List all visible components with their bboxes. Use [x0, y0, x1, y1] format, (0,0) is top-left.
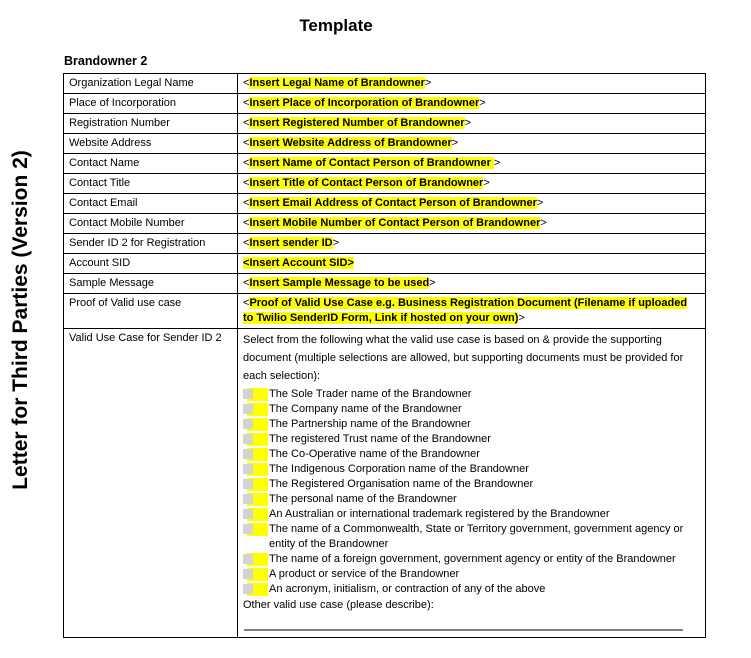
angle-bracket: < [243, 217, 250, 229]
checkbox-square [243, 449, 253, 459]
checkbox-icon[interactable] [243, 462, 269, 476]
checklist-item [243, 582, 700, 597]
angle-bracket: < [243, 197, 250, 209]
section-heading: Brandowner 2 [64, 54, 148, 68]
angle-bracket: > [332, 237, 340, 249]
table-row [64, 214, 706, 234]
checkbox-icon[interactable] [243, 387, 269, 401]
field-value [238, 154, 706, 174]
highlighted-placeholder: Proof of Valid Use Case e.g. Business Registration Document (Filename if uploaded to Twilio SenderID Form, Link if hosted on your own) [243, 297, 688, 324]
angle-bracket: < [243, 137, 250, 149]
field-label: Proof of Valid use case [64, 294, 238, 329]
checklist-item [243, 432, 700, 447]
field-label: Sample Message [64, 274, 238, 294]
checkbox-icon[interactable] [243, 552, 269, 566]
table-row [64, 174, 706, 194]
checklist-item-label: The name of a Commonwealth, State or Territory government, government agency or entity of the Brandowner [269, 523, 684, 550]
checklist-item-label: The personal name of the Brandowner [269, 493, 457, 505]
highlighted-placeholder: Insert Email Address of Contact Person of Brandowner [249, 197, 537, 209]
table-row-valid-use-case [64, 329, 706, 638]
checklist-item-label: The Company name of the Brandowner [269, 403, 462, 415]
checklist-item-label: An acronym, initialism, or contraction of any of the above [269, 583, 546, 595]
checklist-item-label: The registered Trust name of the Brandowner [269, 433, 491, 445]
angle-bracket: > [451, 137, 459, 149]
checkbox-icon[interactable] [243, 402, 269, 416]
field-label: Place of Incorporation [64, 94, 238, 114]
checkbox-icon[interactable] [243, 432, 269, 446]
field-label: Contact Title [64, 174, 238, 194]
angle-bracket: < [243, 257, 250, 269]
table-row [64, 114, 706, 134]
checklist-item [243, 522, 700, 552]
table-row [64, 194, 706, 214]
checklist-item [243, 507, 700, 522]
field-label: Organization Legal Name [64, 74, 238, 94]
document-side-label: Letter for Third Parties (Version 2) [9, 150, 32, 490]
table-row [64, 234, 706, 254]
table-row [64, 94, 706, 114]
angle-bracket: > [429, 277, 436, 289]
angle-bracket: < [243, 117, 250, 129]
checkbox-square [243, 404, 253, 414]
angle-bracket: > [493, 157, 501, 169]
field-value [238, 94, 706, 114]
angle-bracket: < [243, 277, 250, 289]
angle-bracket: > [518, 312, 525, 324]
angle-bracket: > [479, 97, 486, 109]
table-row [64, 134, 706, 154]
checklist-item-label: The Indigenous Corporation name of the Brandowner [269, 463, 529, 475]
angle-bracket: < [243, 177, 250, 189]
checklist-item-label: The name of a foreign government, government agency or entity of the Brandowner [269, 553, 676, 565]
field-value [238, 294, 706, 329]
checklist-item-label: The Co-Operative name of the Brandowner [269, 448, 480, 460]
checklist-item [243, 417, 700, 432]
field-label: Sender ID 2 for Registration [64, 234, 238, 254]
field-label: Account SID [64, 254, 238, 274]
checklist-item-label: A product or service of the Brandowner [269, 568, 460, 580]
checklist-item-label: The Registered Organisation name of the Brandowner [269, 478, 534, 490]
checkbox-square [243, 464, 253, 474]
checklist-item-label: The Partnership name of the Brandowner [269, 418, 471, 430]
field-label: Contact Email [64, 194, 238, 214]
checklist-item [243, 402, 700, 417]
checkbox-square [243, 584, 253, 594]
checkbox-square [243, 479, 253, 489]
checklist-item-label: The Sole Trader name of the Brandowner [269, 388, 472, 400]
field-label: Contact Name [64, 154, 238, 174]
highlighted-placeholder: Insert sender ID [249, 237, 333, 249]
angle-bracket: > [540, 217, 547, 229]
checklist-item [243, 492, 700, 507]
highlighted-placeholder: Insert Registered Number of Brandowner [249, 117, 465, 129]
highlighted-placeholder: Insert Title of Contact Person of Brandowner [249, 177, 484, 189]
checkbox-square [243, 419, 253, 429]
field-value [238, 174, 706, 194]
table-row [64, 294, 706, 329]
highlighted-placeholder: Insert Place of Incorporation of Brandowner [249, 97, 480, 109]
checkbox-square [243, 524, 253, 534]
field-value [238, 114, 706, 134]
checklist-item [243, 567, 700, 582]
field-value [238, 214, 706, 234]
fill-in-line[interactable] [244, 629, 683, 631]
checklist-item [243, 462, 700, 477]
table-row [64, 74, 706, 94]
table-row [64, 254, 706, 274]
angle-bracket: < [243, 297, 250, 309]
field-value [238, 234, 706, 254]
highlighted-placeholder: Insert Mobile Number of Contact Person of Brandowner [249, 217, 541, 229]
checkbox-square [243, 569, 253, 579]
valid-use-case-checklist [243, 387, 700, 597]
checklist-item [243, 477, 700, 492]
field-value [238, 74, 706, 94]
field-label: Valid Use Case for Sender ID 2 [64, 329, 238, 638]
checklist-item-label: An Australian or international trademark registered by the Brandowner [269, 508, 610, 520]
checklist-item [243, 447, 700, 462]
checkbox-icon[interactable] [243, 477, 269, 491]
field-value [238, 134, 706, 154]
angle-bracket: < [243, 97, 250, 109]
checkbox-square [243, 434, 253, 444]
highlighted-placeholder: Insert Account SID [249, 257, 348, 269]
angle-bracket: > [424, 77, 432, 89]
checkbox-icon[interactable] [243, 447, 269, 461]
angle-bracket: > [464, 117, 472, 129]
valid-use-case-cell [238, 329, 706, 638]
field-label: Registration Number [64, 114, 238, 134]
checkbox-icon[interactable] [243, 492, 269, 506]
highlighted-placeholder: Insert Name of Contact Person of Brandowner [249, 157, 494, 169]
checkbox-square [243, 554, 253, 564]
checklist-item [243, 387, 700, 402]
brandowner-table [63, 73, 706, 638]
checkbox-icon[interactable] [243, 507, 269, 521]
field-value [238, 194, 706, 214]
checkbox-icon[interactable] [243, 417, 269, 431]
angle-bracket: > [483, 177, 490, 189]
checkbox-icon[interactable] [243, 567, 269, 581]
highlighted-placeholder: Insert Legal Name of Brandowner [249, 77, 425, 89]
other-use-case-label: Other valid use case (please describe): [243, 599, 434, 611]
table-row [64, 274, 706, 294]
checkbox-icon[interactable] [243, 582, 269, 596]
field-value [238, 254, 706, 274]
angle-bracket: < [243, 77, 250, 89]
checkbox-icon[interactable] [243, 522, 269, 536]
field-value [238, 274, 706, 294]
checkbox-square [243, 389, 253, 399]
angle-bracket: < [243, 237, 250, 249]
highlighted-placeholder: Insert Website Address of Brandowner [249, 137, 452, 149]
page-title: Template [299, 16, 373, 35]
field-label: Website Address [64, 134, 238, 154]
angle-bracket: > [347, 257, 354, 269]
angle-bracket: < [243, 157, 250, 169]
checklist-item [243, 552, 700, 567]
table-row [64, 154, 706, 174]
checkbox-square [243, 494, 253, 504]
field-label: Contact Mobile Number [64, 214, 238, 234]
highlighted-placeholder: Insert Sample Message to be used [249, 277, 430, 289]
valid-use-case-intro: Select from the following what the valid use case is based on & provide the supporting document (multiple selections are allowed, but supporting documents must be provided for each selection): [243, 334, 684, 382]
checkbox-square [243, 509, 253, 519]
angle-bracket: > [536, 197, 544, 209]
